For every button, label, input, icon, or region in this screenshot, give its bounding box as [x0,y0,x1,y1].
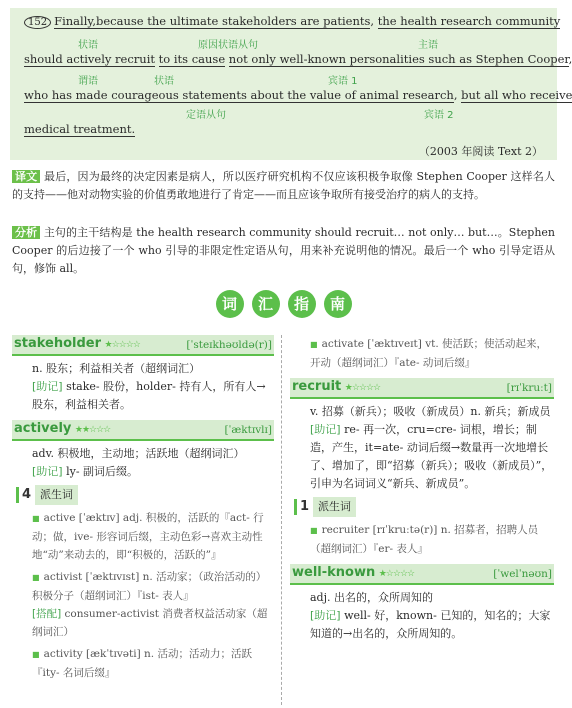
translation-text: 最后，因为最终的决定因素是病人，所以医疗研究机构不仅应该积极争取像 Stephen Cooper 这样名人的支持——他对动物实验的价值勇敢地进行了肯定——而且应该争取所有接受治疗的病人的支持。 [12,170,555,201]
sentence-line-4 [24,122,135,136]
analysis [12,224,555,278]
bullet-icon: ■ [32,650,40,659]
gloss: 谓语 [78,76,98,87]
sentence-box [10,8,572,160]
sentence-part: not only well-known personalities such as Stephen Cooper [228,52,569,66]
sentence-part: , [568,52,572,66]
collocation-tag: [搭配] [32,608,62,620]
gloss: 状语 [78,40,98,51]
phonetic: [ˈsteɪkhəʊldə(r)] [186,338,272,351]
bullet-icon: ■ [32,514,40,523]
derived-text: activity [ækˈtɪvəti] n. 活动；活动力；活跃『ity- 名词后缀』 [32,648,252,679]
sentence-part: ,because the ultimate stakeholders are patients [92,14,371,28]
entry-header-recruit [290,378,554,399]
sentence-number: 152 [24,16,51,29]
memo-text: stake- 股份，holder- 持有人，所有人→股东，利益相关者。 [32,380,266,411]
derived-item [290,521,554,558]
derived-item [12,645,274,682]
phonetic: [ˈæktɪvlɪ] [224,423,272,436]
headword: stakeholder [14,336,102,351]
left-column [12,335,274,682]
sentence-line-3 [24,88,572,102]
derived-count: 4 [16,487,31,503]
memo-text: ly- 副词后缀。 [66,465,139,478]
translation-tag: 译文 [12,170,40,183]
definition: adj. 出名的，众所周知的 [310,591,434,604]
gloss: 定语从句 [186,110,226,121]
title-char: 词 [216,290,244,318]
star-rating: ★☆☆☆☆ [104,340,140,350]
sentence-part: , [370,14,375,28]
derived-text: recruiter [rɪˈkruːtə(r)] n. 招募者，招聘人员（超纲词汇）『er- 表人』 [310,524,539,555]
gloss: 宾语 2 [424,110,454,121]
entry-header-actively [12,420,274,441]
derived-text: activist [ˈæktɪvɪst] n. 活动家；（政治活动的）积极分子（超纲词汇）『ist- 表人』 [32,571,267,602]
entry-header-stakeholder [12,335,274,356]
definition: n. 股东；利益相关者（超纲词汇） [32,362,201,375]
sentence-part: Finally [54,14,93,28]
sentence-part: , [453,88,458,102]
translation [12,168,555,204]
bullet-icon: ■ [310,340,318,349]
sentence-line-1 [24,14,560,29]
headword: well-known [292,565,376,580]
gloss: 主语 [418,40,438,51]
sentence-part: should actively recruit [24,52,156,66]
sentence-part: the health research community [377,14,561,28]
bullet-icon: ■ [32,573,40,582]
collocation [12,605,274,641]
derived-item [12,509,274,564]
bullet-icon: ■ [310,526,318,535]
column-divider [281,335,282,705]
sentence-line-2 [24,52,572,66]
memo-tag: [助记] [310,609,341,622]
title-char: 指 [288,290,316,318]
derived-words-header [16,485,274,505]
memo-text: well- 好，known- 已知的，知名的；大家知道的→出名的，众所周知的。 [310,609,551,640]
entry-header-well-known [290,564,554,585]
gloss: 状语 [154,76,174,87]
title-char: 汇 [252,290,280,318]
gloss: 宾语 1 [328,76,358,87]
sentence-part: to its cause [158,52,226,66]
headword: actively [14,421,72,436]
memo [290,607,554,643]
derived-words-header [294,497,554,517]
sentence-part: medical treatment. [24,122,136,136]
definition: adv. 积极地，主动地；活跃地（超纲词汇） [32,447,245,460]
derived-label: 派生词 [313,497,356,517]
memo-tag: [助记] [32,380,63,393]
sentence-part: but all who receive [461,88,572,102]
memo [12,378,274,414]
analysis-text: 主句的主干结构是 the health research community should recruit… not only… but…。Stephen Cooper 的后边接了一个 who 引导的非限定性定语从句，用来补充说明他的情况。最后一个 who 引导定语从句，修饰 all。 [12,226,555,275]
title-char: 南 [324,290,352,318]
memo-tag: [助记] [310,423,341,436]
section-title [0,290,567,318]
analysis-tag: 分析 [12,226,40,239]
sentence-part: who has made courageous statements about the value of animal research [24,88,454,102]
star-rating: ★☆☆☆☆ [378,569,415,579]
derived-text: active [ˈæktɪv] adj. 积极的，活跃的『act- 行动；做，ive- 形容词后缀，主动色彩→喜欢主动性地“动”来动去的，即“积极的，活跃的”』 [32,512,264,561]
derived-label: 派生词 [35,485,78,505]
phonetic: [rɪˈkruːt] [506,381,552,394]
derived-text: activate [ˈæktɪveɪt] vt. 使活跃；使活动起来，开动（超纲词汇）『ate- 动词后缀』 [310,338,548,369]
phonetic: [ˈwelˈnəʊn] [493,567,552,580]
derived-item [290,335,554,372]
headword: recruit [292,379,342,394]
gloss: 原因状语从句 [198,40,258,51]
definition: v. 招募（新兵）；吸收（新成员）n. 新兵；新成员 [310,405,551,418]
derived-count: 1 [294,499,309,515]
derived-item [12,568,274,605]
collocation-text: consumer-activist 消费者权益活动家（超纲词汇） [32,608,268,638]
right-column [290,335,554,643]
memo [290,421,554,493]
memo [12,463,274,481]
memo-tag: [助记] [32,465,63,478]
citation: （2003 年阅读 Text 2） [418,145,543,158]
star-rating: ★☆☆☆☆ [344,383,381,393]
memo-text: re- 再一次，cru=cre- 词根，增长；制造，产生，it=ate- 动词后缀→数量再一次地增长了、增加了，即“招募（新兵）；吸收（新成员）”，引申为名词词义“新兵、新成员”。 [310,423,553,490]
star-rating: ★★☆☆☆ [74,425,111,435]
